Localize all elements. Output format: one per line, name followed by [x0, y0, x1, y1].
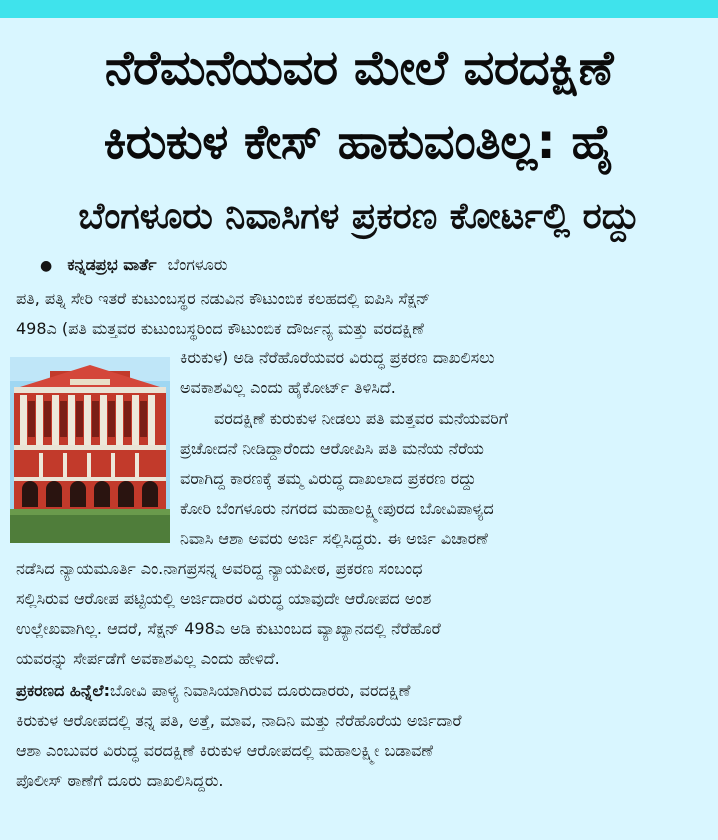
body-line: ಪ್ರಚೋದನೆ ನೀಡಿದ್ದಾರೆಂದು ಆರೋಪಿಸಿ ಪತಿ ಮನೆಯ ನೆರೆಯ	[180, 439, 484, 458]
top-color-band	[0, 0, 718, 18]
background-line: ಬೋವಿ ಪಾಳ್ಯ ನಿವಾಸಿಯಾಗಿರುವ ದೂರುದಾರರು, ವರದಕ್ಷಿಣೆ	[109, 681, 411, 700]
body-line: ಕೋರಿ ಬೆಂಗಳೂರು ನಗರದ ಮಹಾಲಕ್ಷ್ಮೀಪುರದ ಬೋವಿಪಾಳ್ಯದ	[180, 499, 494, 518]
body-line: ನಿವಾಸಿ ಆಶಾ ಅವರು ಅರ್ಜಿ ಸಲ್ಲಿಸಿದ್ದರು. ಈ ಅರ್ಜಿ ವಿಚಾರಣೆ	[180, 529, 488, 548]
body-line: ಅವಕಾಶವಿಲ್ಲ ಎಂದು ಹೈಕೋರ್ಟ್ ತಿಳಿಸಿದೆ.	[180, 378, 396, 397]
body-line: ನಡೆಸಿದ ನ್ಯಾಯಮೂರ್ತಿ ಎಂ.ನಾಗಪ್ರಸನ್ನ ಅವರಿದ್ದ ನ್ಯಾಯಪೀಠ, ಪ್ರಕರಣ ಸಂಬಂಧ	[16, 559, 423, 578]
headline-line-1: ನೆರೆಮನೆಯವರ ಮೇಲೆ ವರದಕ್ಷಿಣೆ	[104, 40, 614, 96]
high-court-building-photo	[10, 357, 170, 543]
body-line: ಸಲ್ಲಿಸಿರುವ ಆರೋಪ ಪಟ್ಟಿಯಲ್ಲಿ ಅರ್ಜಿದಾರರ ವಿರುದ್ಧ ಯಾವುದೇ ಆರೋಪದ ಅಂಶ	[16, 589, 432, 608]
body-line: ವರದಕ್ಷಿಣೆ ಕುರುಕುಳ ನೀಡಲು ಪತಿ ಮತ್ತವರ ಮನೆಯವರಿಗೆ	[214, 409, 509, 428]
subheadline: ಬೆಂಗಳೂರು ನಿವಾಸಿಗಳ ಪ್ರಕರಣ ಕೋರ್ಟಲ್ಲಿ ರದ್ದು	[78, 196, 640, 237]
bullet-icon: ●	[40, 258, 53, 274]
background-line: ಕಿರುಕುಳ ಆರೋಪದಲ್ಲಿ ತನ್ನ ಪತಿ, ಅತ್ತೆ, ಮಾವ, ನಾದಿನಿ ಮತ್ತು ನೆರೆಹೊರೆಯ ಅರ್ಜಿದಾರೆ	[16, 711, 462, 730]
body-line: ಯವರನ್ನು ಸೇರ್ಪಡೆಗೆ ಅವಕಾಶವಿಲ್ಲ ಎಂದು ಹೇಳಿದೆ.	[16, 649, 280, 668]
body-line: ಕಿರುಕುಳ) ಅಡಿ ನೆರೆಹೊರೆಯವರ ವಿರುದ್ಧ ಪ್ರಕರಣ ದಾಖಲಿಸಲು	[180, 348, 495, 367]
byline-place: ಬೆಂಗಳೂರು	[167, 255, 228, 274]
background-paragraph-first-line	[16, 680, 410, 702]
background-label: ಪ್ರಕರಣದ ಹಿನ್ನೆಲೆ:	[16, 681, 110, 700]
byline-source: ಕನ್ನಡಪ್ರಭ ವಾರ್ತೆ	[67, 255, 157, 274]
body-line: ಪತಿ, ಪತ್ನಿ ಸೇರಿ ಇತರೆ ಕುಟುಂಬಸ್ಥರ ನಡುವಿನ ಕೌಟುಂಬಿಕ ಕಲಹದಲ್ಲಿ ಐಪಿಸಿ ಸೆಕ್ಷನ್	[16, 289, 431, 308]
body-line: ವರಾಗಿದ್ದ ಕಾರಣಕ್ಕೆ ತಮ್ಮ ವಿರುದ್ಧ ದಾಖಲಾದ ಪ್ರಕರಣ ರದ್ದು	[180, 469, 477, 488]
headline-line-2: ಕಿರುಕುಳ ಕೇಸ್ ಹಾಕುವಂತಿಲ್ಲ: ಹೈ	[103, 114, 615, 170]
body-line: 498ಎ (ಪತಿ ಮತ್ತವರ ಕುಟುಂಬಸ್ಥರಿಂದ ಕೌಟುಂಬಿಕ ದೌರ್ಜನ್ಯ ಮತ್ತು ವರದಕ್ಷಿಣೆ	[16, 319, 424, 338]
background-line: ಪೊಲೀಸ್ ಠಾಣೆಗೆ ದೂರು ದಾಖಲಿಸಿದ್ದರು.	[16, 771, 224, 790]
background-line: ಆಶಾ ಎಂಬುವರ ವಿರುದ್ಧ ವರದಕ್ಷಿಣೆ ಕಿರುಕುಳ ಆರೋಪದಲ್ಲಿ ಮಹಾಲಕ್ಷ್ಮೀ ಬಡಾವಣೆ	[16, 741, 434, 760]
body-line: ಉಲ್ಲೇಖವಾಗಿಲ್ಲ. ಆದರೆ, ಸೆಕ್ಷನ್ 498ಎ ಅಡಿ ಕುಟುಂಬದ ವ್ಯಾಖ್ಯಾನದಲ್ಲಿ ನೆರೆಹೊರೆ	[16, 619, 441, 638]
byline	[40, 254, 227, 277]
